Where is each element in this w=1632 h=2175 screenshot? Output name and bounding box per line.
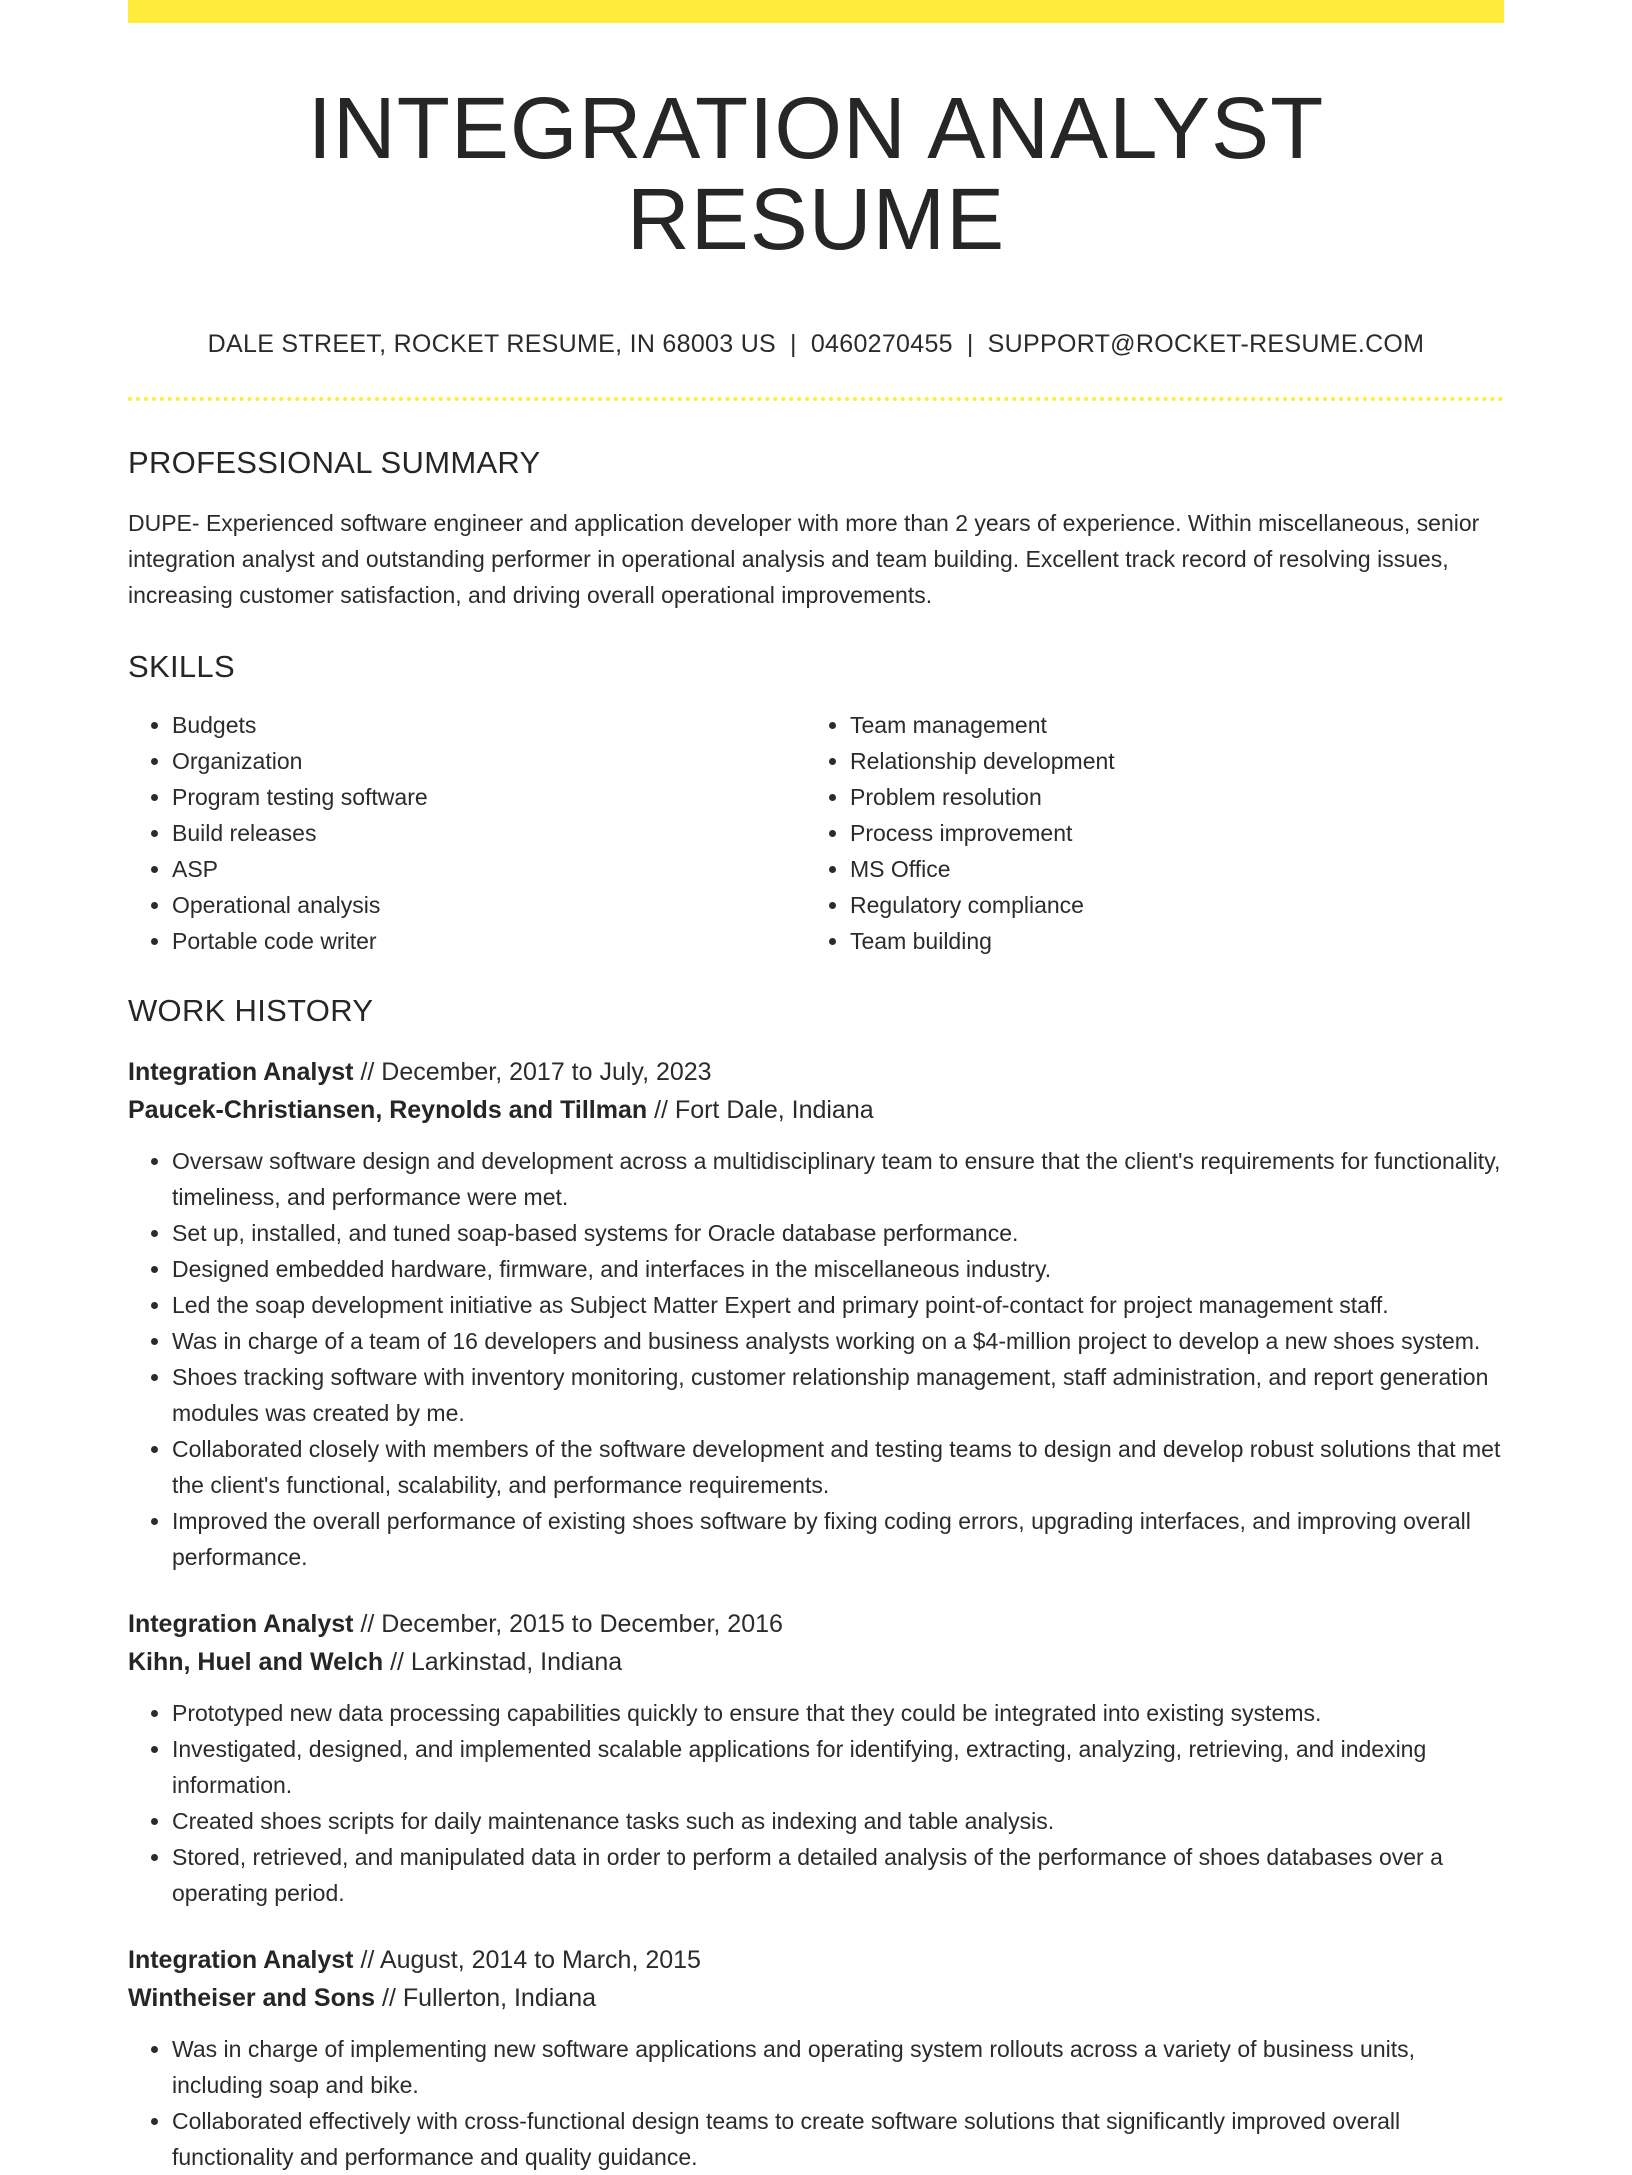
job-title-line: [128, 1605, 1504, 1643]
resume-title: INTEGRATION ANALYST RESUME: [307, 80, 1325, 269]
job-bullet: • Prototyped new data processing capabilities quickly to ensure that they could be integrated into existing systems.: [172, 1695, 1504, 1731]
skill-item: • Budgets: [172, 707, 806, 743]
job-location: // Fullerton, Indiana: [375, 1983, 597, 2012]
job-bullet: • Investigated, designed, and implemented scalable applications for identifying, extracting, analyzing, retrieving, and indexing information.: [172, 1731, 1504, 1803]
job-bullet: • Shoes tracking software with inventory monitoring, customer relationship management, staff administration, and report generation modules was created by me.: [172, 1359, 1504, 1431]
job-location: // Larkinstad, Indiana: [383, 1647, 623, 1676]
section-heading-work-history: WORK HISTORY: [128, 992, 374, 1028]
job-dates: // December, 2015 to December, 2016: [353, 1609, 783, 1638]
job-bullet: • Stored, retrieved, and manipulated data in order to perform a detailed analysis of the performance of shoes databases over a operating period.: [172, 1839, 1504, 1911]
section-heading-summary: PROFESSIONAL SUMMARY: [128, 444, 541, 480]
section-heading-skills: SKILLS: [128, 648, 235, 684]
job-title: Integration Analyst: [128, 1609, 354, 1638]
job-entry: [128, 1941, 1504, 2175]
job-bullet: • Led the soap development initiative as Subject Matter Expert and primary point-of-contact for project management staff.: [172, 1287, 1504, 1323]
job-bullet: • Improved the overall performance of existing shoes software by fixing coding errors, upgrading interfaces, and improving overall performance.: [172, 1503, 1504, 1575]
job-title: Integration Analyst: [128, 1945, 354, 1974]
resume-page: [128, 0, 1504, 2170]
job-company: Wintheiser and Sons: [128, 1983, 376, 2012]
job-company-line: [128, 1979, 1504, 2017]
skill-item: • Team management: [850, 707, 1490, 743]
job-entry: [128, 1605, 1504, 1911]
job-company-line: [128, 1643, 1504, 1681]
job-entry: [128, 1053, 1504, 1575]
skill-item: • ASP: [172, 851, 806, 887]
skill-item: • Relationship development: [850, 743, 1490, 779]
job-bullets: [128, 2031, 1504, 2175]
skill-item: • Process improvement: [850, 815, 1490, 851]
skill-item: • Team building: [850, 923, 1490, 959]
skill-item: • Program testing software: [172, 779, 806, 815]
contact-separator: |: [790, 329, 797, 358]
job-bullet: • Collaborated effectively with cross-functional design teams to create software solutions that significantly improved overall functionality and performance and quality guidance.: [172, 2103, 1504, 2175]
job-bullet: • Collaborated closely with members of the software development and testing teams to design and develop robust solutions that met the client's functional, scalability, and performance requirements.: [172, 1431, 1504, 1503]
job-bullet: • Created shoes scripts for daily maintenance tasks such as indexing and table analysis.: [172, 1803, 1504, 1839]
skills-list: [128, 707, 1504, 959]
job-dates: // December, 2017 to July, 2023: [353, 1057, 712, 1086]
contact-phone: 0460270455: [810, 329, 953, 358]
top-accent-bar: [128, 0, 1504, 23]
contact-line: [128, 330, 1504, 359]
skill-item: • Problem resolution: [850, 779, 1490, 815]
skill-item: • Regulatory compliance: [850, 887, 1490, 923]
job-company: Kihn, Huel and Welch: [128, 1647, 384, 1676]
job-bullet: • Was in charge of implementing new software applications and operating system rollouts across a variety of business units, including soap and bike.: [172, 2031, 1504, 2103]
job-title-line: [128, 1941, 1504, 1979]
job-title: Integration Analyst: [128, 1057, 354, 1086]
skill-item: • Build releases: [172, 815, 806, 851]
contact-address: DALE STREET, ROCKET RESUME, IN 68003 US: [207, 329, 777, 358]
contact-email[interactable]: SUPPORT@ROCKET-RESUME.COM: [987, 329, 1425, 358]
job-company: Paucek-Christiansen, Reynolds and Tillman: [128, 1095, 648, 1124]
job-location: // Fort Dale, Indiana: [647, 1095, 874, 1124]
skill-item: • Portable code writer: [172, 923, 806, 959]
contact-separator: |: [966, 329, 974, 358]
job-bullet: • Was in charge of a team of 16 developers and business analysts working on a $4-million project to develop a new shoes system.: [172, 1323, 1504, 1359]
job-bullet: • Oversaw software design and development across a multidisciplinary team to ensure that the client's requirements for functionality, timeliness, and performance were met.: [172, 1143, 1504, 1215]
job-title-line: [128, 1053, 1504, 1091]
job-bullets: [128, 1695, 1504, 1911]
skill-item: • MS Office: [850, 851, 1490, 887]
job-bullet: • Designed embedded hardware, firmware, and interfaces in the miscellaneous industry.: [172, 1251, 1504, 1287]
job-bullet: • Set up, installed, and tuned soap-based systems for Oracle database performance.: [172, 1215, 1504, 1251]
skill-item: • Operational analysis: [172, 887, 806, 923]
skills-column-left: [128, 707, 806, 959]
skills-column-right: [806, 707, 1490, 959]
job-dates: // August, 2014 to March, 2015: [353, 1945, 701, 1974]
summary-text: DUPE- Experienced software engineer and application developer with more than 2 years of experience. Within miscellaneous, senior integration analyst and outstanding performer in operational analysis and team building. Excellent track record of resolving issues, increasing customer satisfaction, and driving overall operational improvements.: [128, 509, 1480, 608]
job-company-line: [128, 1091, 1504, 1129]
skill-item: • Organization: [172, 743, 806, 779]
job-bullets: [128, 1143, 1504, 1575]
dotted-divider: [128, 397, 1504, 401]
